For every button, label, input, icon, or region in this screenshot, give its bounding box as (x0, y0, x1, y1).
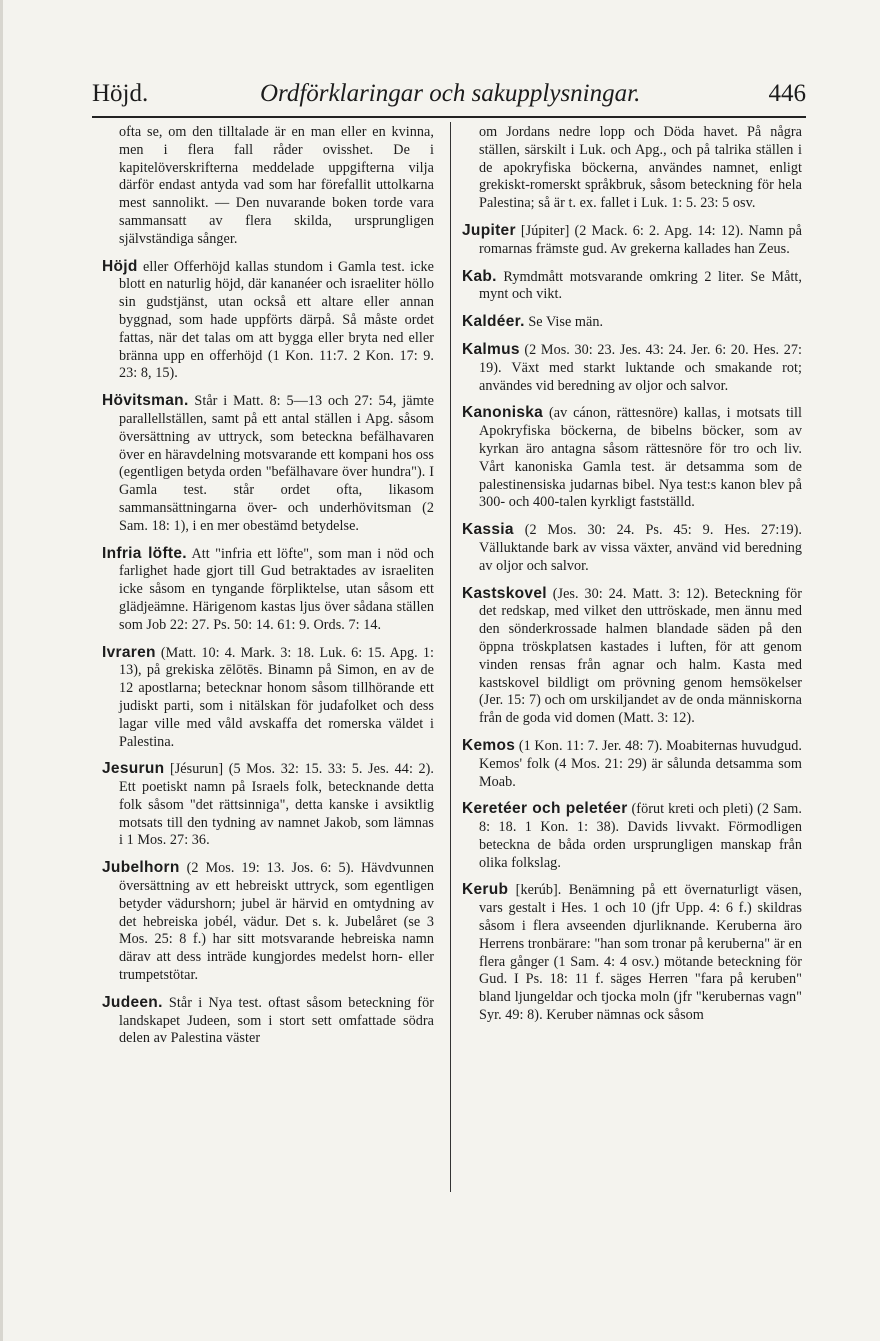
running-header (92, 80, 806, 116)
glossary-entry-jupiter (462, 222, 802, 259)
entry-body: (förut kreti och pleti) (2 Sam. 8: 18. 1 Kon. 1: 38). Davids livvakt. Förmodligen betecknа de båda orden ursprungligen manskap från olika folkslag. (479, 801, 802, 871)
entry-body: (Matt. 10: 4. Mark. 3: 18. Luk. 6: 15. Apg. 1: 13), på grekiska zēlōtēs. Binamn på Simon, en av de 12 apostlarna; betecknar honom såsom tillhörande ett judiskt parti, som i nitälskan för judafolket och dess lagar ville med våld avskaffa det romerska väldet i Palestina. (119, 644, 434, 750)
headword: Judeen. (102, 993, 163, 1011)
glossary-entry-hovitsman (102, 392, 434, 535)
continuation-paragraph: ofta se, om den tilltalade är en man eller en kvinna, men i flera fall råder ovisshet. De i kapitelöverskrifterna meddelade uppgifterna vilja därför endast antyda vad som har förefallit uttolkarna mest sannolikt. — Den nuvarande boken torde vara sammansatt av flera skilda, ursprungligen självständiga sånger. (119, 124, 434, 247)
page-number: 446 (768, 80, 806, 107)
running-headword: Höjd. (92, 80, 149, 107)
headword: Kab. (462, 267, 497, 285)
glossary-entry-ivraren (102, 644, 434, 752)
glossary-entry-infria-lofte (102, 545, 434, 635)
entry-body: eller Offerhöjd kallas stundom i Gamla test. icke blott en naturlig höjd, där kananéer och israeliter höllo sin gudstjänst, utan också ett altare eller annan byggnad, som hade uppförts därpå. Så måste ordet fattas, när det talas om att bygga eller bryta ned eller bränna upp en offerhöjd (1 Kon. 11:7. 2 Kon. 17: 9. 23: 8, 15). (119, 258, 434, 382)
entry-body: [kerúb]. Benämning på ett övernaturligt väsen, vars gestalt i Hes. 1 och 10 (jfr Upp. 4: 6 f.) skildras såsom i flera avseenden djurliknande. Keruberna äro Herrens tronbärare: "han som tronar på keruberna" är en flera gånger (1 Sam. 4: 4 osv.) mötande beteckning för Gud. I Ps. 18: 11 f. säges Herren "fara på keruben" bland ljungeldar och tjocka moln (jfr "kerubernas vagn" Syr. 49: 8). Keruber nämnas ock såsom (479, 882, 802, 1024)
entry-body: Se Vise män. (524, 314, 604, 331)
entry-body: (2 Mos. 30: 23. Jes. 43: 24. Jer. 6: 20. Hes. 27: 19). Växt med starkt luktande och smakande rot; användes vid beredning av oljor och salvor. (479, 341, 802, 394)
headword: Jesurun (102, 760, 165, 778)
headword: Kassia (462, 521, 514, 539)
headword: Hövitsman. (102, 392, 189, 410)
glossary-entry-kassia (462, 521, 802, 575)
glossary-entry-hojd (102, 258, 434, 384)
headword: Ivraren (102, 643, 156, 661)
glossary-entry-kanoniska (462, 404, 802, 512)
entry-body: [Júpiter] (2 Mack. 6: 2. Apg. 14: 12). Namn på romarnas främste gud. Av grekerna kallades han Zeus. (479, 222, 802, 257)
headword: Kanoniska (462, 404, 544, 422)
entry-body: (2 Mos. 30: 24. Ps. 45: 9. Hes. 27:19). Välluktande bark av vissa växter, använd vid beredning av oljor och salvor. (479, 522, 802, 574)
entry-body: [Jésurun] (5 Mos. 32: 15. 33: 5. Jes. 44: 2). Ett poetiskt namn på Israels folk, betecknande detta folk såsom "det rättsinniga", detta kanske i avsiktlig motsats till den tydning av namnet Jakob, som lämnas i 1 Mos. 27: 36. (119, 761, 434, 849)
glossary-entry-kemos (462, 737, 802, 791)
continuation-paragraph: om Jordans nedre lopp och Döda havet. På några ställen, särskilt i Luk. och Apg., och på talrika ställen i de apokryfiska böckerna, användes namnet, enligt grekiskt-romerskt språkbruk, såsom beteckning för hela Palestina; så är t. ex. fallet i Luk. 1: 5. 23: 5 osv. (479, 124, 802, 212)
glossary-entry-jesurun (102, 760, 434, 850)
headword: Kaldéer. (462, 313, 525, 331)
column-divider (450, 122, 451, 1192)
entry-body: (1 Kon. 11: 7. Jer. 48: 7). Moabiternas huvudgud. Kemos' folk (4 Mos. 21: 29) är sålunda detsamma som Moab. (479, 737, 802, 790)
entry-body: Står i Matt. 8: 5—13 och 27: 54, jämte parallellställen, samt på ett antal ställen i Apg. såsom översättning av uttryck, som beteckna befälhavaren över en häravdelning motsvarande ett kompani hos oss (egentligen betyda orden "befälhavare över hundra"). I Gamla test. står ordet ofta, likasom sammansättningarna över- och underhövitsman (2 Sam. 18: 1), i en mer obestämd betydelse. (119, 393, 434, 534)
header-rule (92, 116, 806, 118)
entry-body: Rymdmått motsvarande omkring 2 liter. Se Mått, mynt och vikt. (479, 268, 802, 303)
headword: Kalmus (462, 340, 520, 358)
headword: Jubelhorn (102, 859, 180, 877)
entry-body: (Jes. 30: 24. Matt. 3: 12). Beteckning för det redskap, med vilket den uttröskade, men ännu med den sönderkrossade halmen blandade säden på den öppna tröskplatsen kastades i luften, för att genom vinden rensas från agnar och halm. Kasta med kastskovel bildligt om prövning genom hemsökelser (Jer. 15: 7) och om urskiljandet av de onda människorna från de goda vid domen (Matt. 3: 12). (479, 585, 802, 727)
section-title: Ordförklaringar och sakupplysningar. (260, 80, 641, 107)
headword: Kerub (462, 881, 509, 899)
headword: Keretéer och peletéer (462, 800, 628, 818)
left-column (102, 124, 434, 1057)
entry-body: Står i Nya test. oftast såsom beteckning för landskapet Judeen, som i stort sett omfattade södra delen av Palestina väster (119, 994, 434, 1047)
glossary-entry-kereteer (462, 800, 802, 872)
right-column (462, 124, 802, 1034)
headword: Infria löfte. (102, 544, 187, 562)
glossary-entry-kerub (462, 881, 802, 1024)
entry-body: (av cánon, rättesnöre) kallas, i motsats till Apokryfiska böckerna, de bibelns böcker, som av kyrkan äro antagna såsom rättesnöre för tro och liv. Vårt kanoniska Gamla test. är detsamma som de palestinensiska judarnas bibel. Nya test:s kanon blev på 300- och 400-talen kyrkligt fastställd. (479, 405, 802, 511)
glossary-entry-kaldeer (462, 313, 802, 332)
glossary-entry-kab (462, 268, 802, 305)
headword: Kastskovel (462, 584, 547, 602)
headword: Höjd (102, 257, 138, 275)
headword: Jupiter (462, 221, 516, 239)
headword: Kemos (462, 736, 516, 754)
glossary-entry-kastskovel (462, 585, 802, 728)
glossary-entry-kalmus (462, 341, 802, 395)
glossary-entry-jubelhorn (102, 859, 434, 985)
glossary-entry-judeen (102, 994, 434, 1048)
entry-body: Att "infria ett löfte", som man i nöd och farlighet hade gjort till Gud betraktades av israeliten icke såsom en tyngande förpliktelse, utan såsom ett glädjeämne. Härigenom kastas ljus över sådana ställen som Job 22: 27. Ps. 50: 14. 61: 9. Ords. 7: 14. (119, 545, 434, 633)
page-spine-edge (0, 0, 3, 1341)
entry-body: (2 Mos. 19: 13. Jos. 6: 5). Hävdvunnen översättning av ett hebreiskt uttryck, som egentligen betyder vädurshorn; jubel är härvid en omtydning av det hebreiska jobél, vädur. Det s. k. Jubelåret (se 3 Mos. 25: 8 f.) har sitt motsvarande hebreiska namn därav att dess inträde kungjordes medelst horn- eller trumpetstötar. (119, 860, 434, 984)
